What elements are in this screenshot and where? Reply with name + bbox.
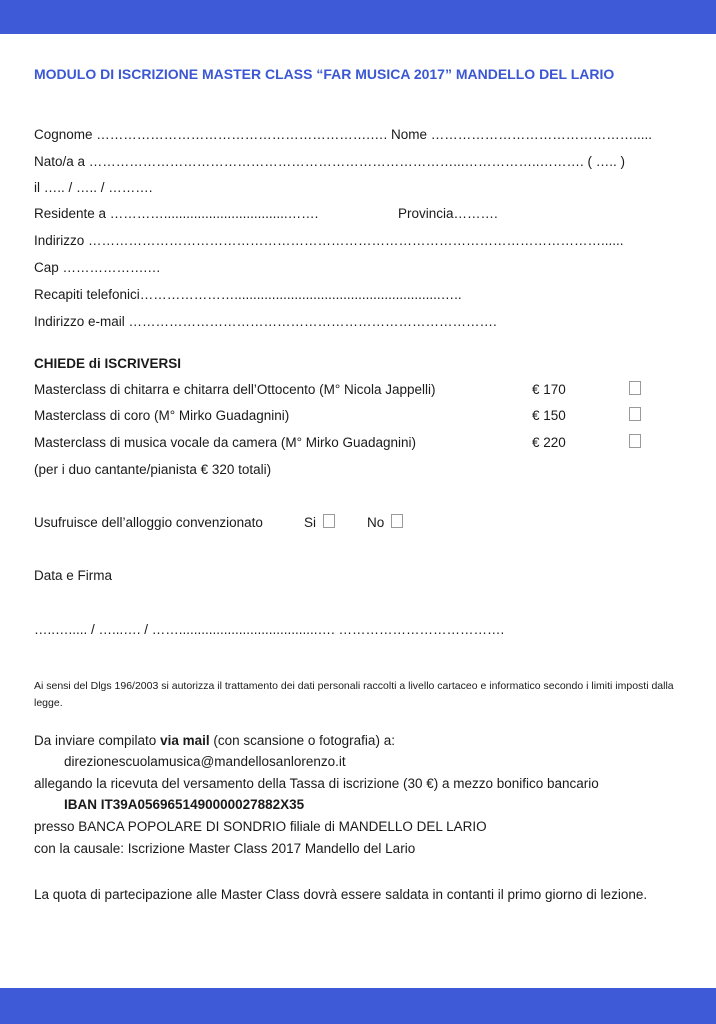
- masterclass-label: Masterclass di chitarra e chitarra dell’Ottocento (M° Nicola Jappelli): [34, 382, 436, 397]
- alloggio-no-label: No: [367, 515, 385, 530]
- alloggio-si-checkbox[interactable]: [323, 514, 335, 528]
- bottom-color-band: [0, 988, 716, 1024]
- allegando-text: allegando la ricevuta del versamento della Tassa di iscrizione (30 €) a mezzo bonifico bancario: [34, 776, 599, 791]
- masterclass-price: € 220: [532, 435, 566, 450]
- masterclass-price: € 170: [532, 382, 566, 397]
- masterclass-label: Masterclass di musica vocale da camera (M° Mirko Guadagnini): [34, 435, 417, 450]
- field-residente[interactable]: Residente a ………….................................…….: [34, 206, 319, 221]
- field-provincia[interactable]: Provincia……….: [398, 206, 498, 221]
- masterclass-label: Masterclass di coro (M° Mirko Guadagnini): [34, 408, 290, 423]
- field-cognome-nome[interactable]: Cognome …………………………………………………….…. Nome ……………………………………….....: [34, 127, 653, 142]
- invio-via-mail: via mail: [160, 733, 210, 748]
- alloggio-si-label: Si: [304, 515, 317, 530]
- alloggio-no-checkbox[interactable]: [391, 514, 403, 528]
- quota-text: La quota di partecipazione alle Master Class dovrà essere saldata in contanti il primo giorno di lezione.: [34, 887, 648, 902]
- duo-note: (per i duo cantante/pianista € 320 totali): [34, 462, 272, 477]
- invio-line: [34, 733, 395, 748]
- field-nato[interactable]: Nato/a a ………………………………………………………………………...……………..………. ( ….. ): [34, 154, 626, 169]
- banca-text: presso BANCA POPOLARE DI SONDRIO filiale di MANDELLO DEL LARIO: [34, 819, 487, 834]
- chiede-heading: CHIEDE di ISCRIVERSI: [34, 356, 182, 371]
- invio-text: Da inviare compilato: [34, 733, 161, 748]
- field-cap[interactable]: Cap ……………….…: [34, 260, 161, 275]
- field-data-nascita[interactable]: il ….. / ….. / ……….: [34, 180, 153, 195]
- causale-text: con la causale: Iscrizione Master Class 2017 Mandello del Lario: [34, 841, 416, 856]
- alloggio-label: Usufruisce dell’alloggio convenzionato: [34, 515, 263, 530]
- contact-email[interactable]: direzionescuolamusica@mandellosanlorenzo.it: [64, 754, 346, 769]
- invio-text-end: (con scansione o fotografia) a:: [209, 733, 395, 748]
- top-color-band: [0, 0, 716, 34]
- firma-line[interactable]: …..…..... / …...…. / …….....................................…. ……………………………….: [34, 622, 505, 637]
- masterclass-price: € 150: [532, 408, 566, 423]
- field-recapiti[interactable]: Recapiti telefonici………………….......................................................…..: [34, 287, 462, 302]
- masterclass-checkbox[interactable]: [629, 434, 641, 448]
- masterclass-checkbox[interactable]: [629, 407, 641, 421]
- privacy-notice: Ai sensi del Dlgs 196/2003 si autorizza il trattamento dei dati personali raccolti a livello cartaceo e informatico secondo i limiti imposti dalla legge.: [34, 680, 674, 709]
- field-email[interactable]: Indirizzo e-mail ……………………………………………………………………….: [34, 314, 497, 329]
- field-indirizzo[interactable]: Indirizzo ……………………………………………………………………………………………………......: [34, 233, 624, 248]
- form-title: MODULO DI ISCRIZIONE MASTER CLASS “FAR MUSICA 2017” MANDELLO DEL LARIO: [34, 66, 615, 82]
- firma-label: Data e Firma: [34, 568, 113, 583]
- masterclass-checkbox[interactable]: [629, 381, 641, 395]
- iban: IBAN IT39A0569651490000027882X35: [64, 797, 305, 812]
